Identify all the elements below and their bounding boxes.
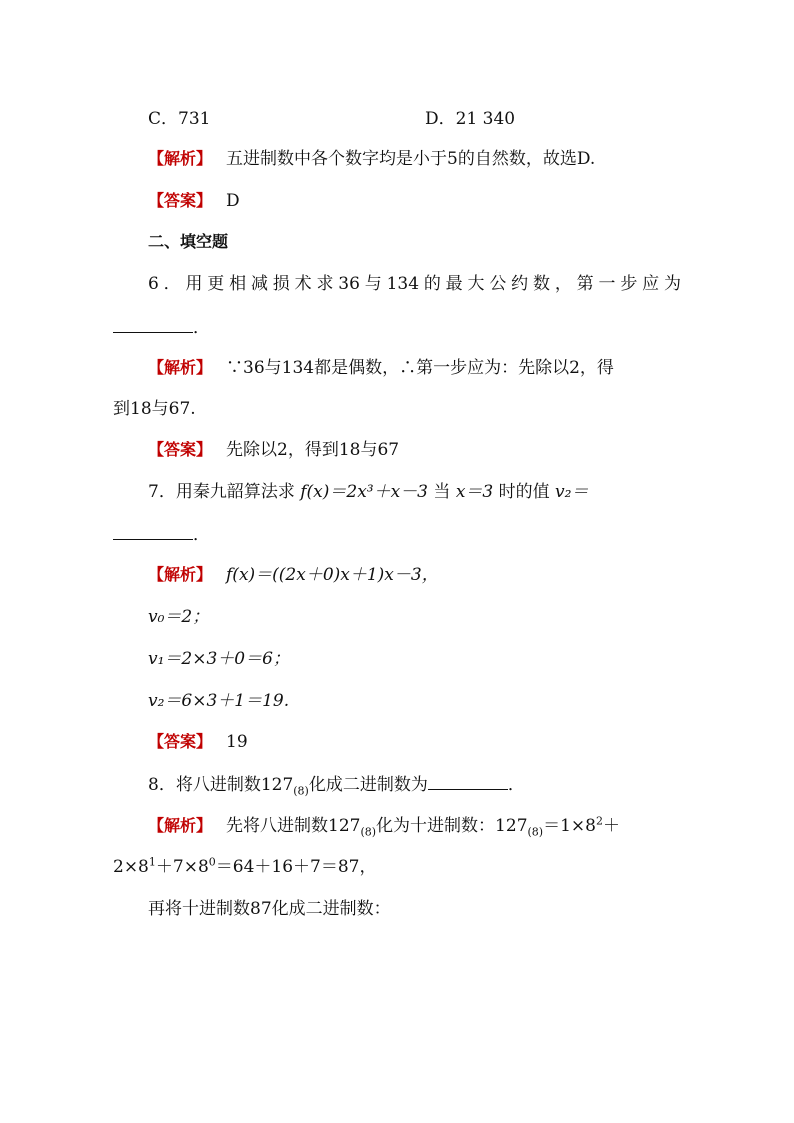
q8-line2-b: ＋7×8 xyxy=(155,857,209,877)
q8-base-subscript: (8) xyxy=(527,825,544,839)
q7-question xyxy=(148,481,588,503)
q7-question-line2 xyxy=(113,523,210,546)
q8-base-subscript: (8) xyxy=(360,825,377,839)
q7-answer-text: 19 xyxy=(226,732,248,752)
q8-prefix: 8．将八进制数127 xyxy=(148,775,294,795)
analysis-tag: 【解析】 xyxy=(148,149,213,168)
q7-analysis-text: f(x)＝((2x＋0)x＋1)x－3， xyxy=(226,565,439,585)
q7-step-v1: v₁＝2×3＋0＝6； xyxy=(148,649,290,669)
q8-analysis-b: 化为十进制数：127 xyxy=(376,816,528,836)
q7-mid: 当 xyxy=(433,482,451,502)
q7-prefix: 7．用秦九韶算法求 xyxy=(148,482,295,502)
q6-question-line1: 6．用更相减损术求36与134的最大公约数，第一步应为 xyxy=(148,274,681,294)
q7-x-value: x＝3 xyxy=(455,482,494,502)
q6-question-line2 xyxy=(113,316,210,339)
answer-tag: 【答案】 xyxy=(148,440,213,459)
q8-line2-c: ＝64＋16＋7＝87， xyxy=(215,857,377,877)
q8-suffix: 化成二进制数为 xyxy=(308,775,428,795)
q8-exponent: 2 xyxy=(596,814,603,828)
q6-answer-text: 先除以2，得到18与67 xyxy=(226,440,400,460)
answer-tag: 【答案】 xyxy=(148,191,213,210)
q5-answer xyxy=(148,190,240,212)
q7-step-v0: v₀＝2； xyxy=(148,607,210,627)
q6-answer-blank xyxy=(113,316,193,333)
q5-answer-text: D xyxy=(226,191,240,211)
q8-question xyxy=(148,773,525,796)
answer-tag: 【答案】 xyxy=(148,732,213,751)
section-title: 二、填空题 xyxy=(148,232,229,251)
q8-analysis-c: ＝1×8 xyxy=(543,816,596,836)
q7-answer xyxy=(148,731,248,753)
q8-base-subscript: (8) xyxy=(293,784,309,798)
analysis-tag: 【解析】 xyxy=(148,358,213,377)
q6-answer xyxy=(148,439,399,461)
analysis-tag: 【解析】 xyxy=(148,816,213,835)
q7-function: f(x)＝2x³＋x－3 xyxy=(300,482,428,502)
q8-question-end: ． xyxy=(507,775,525,795)
q6-analysis xyxy=(148,357,614,379)
analysis-tag: 【解析】 xyxy=(148,565,213,584)
q7-step-v2: v₂＝6×3＋1＝19. xyxy=(148,691,290,711)
q6-question xyxy=(148,273,681,295)
option-c: C．731 xyxy=(148,109,211,129)
q6-analysis-line1: ∵36与134都是偶数，∴第一步应为：先除以2，得 xyxy=(226,358,614,378)
q5-analysis xyxy=(148,148,595,170)
q8-analysis-d: ＋ xyxy=(603,816,620,836)
q5-analysis-text: 五进制数中各个数字均是小于5的自然数，故选D. xyxy=(226,149,596,169)
option-d: D．21 340 xyxy=(425,109,516,129)
q8-exponent: 1 xyxy=(148,855,156,869)
q6-question-end: ． xyxy=(193,318,210,338)
q7-question-end: ． xyxy=(193,525,210,545)
q8-analysis xyxy=(148,815,620,837)
q7-analysis xyxy=(148,564,439,586)
q8-analysis-line2 xyxy=(113,856,377,878)
q8-analysis-line3: 再将十进制数87化成二进制数： xyxy=(148,899,391,919)
q8-answer-blank xyxy=(428,773,508,790)
q8-analysis-a: 先将八进制数127 xyxy=(226,816,361,836)
q8-exponent: 0 xyxy=(208,855,216,869)
q6-analysis-line2: 到18与67. xyxy=(113,399,196,419)
q7-v2-label: v₂＝ xyxy=(555,482,589,502)
q7-answer-blank xyxy=(113,523,193,540)
q7-suffix: 时的值 xyxy=(498,482,550,502)
q8-line2-a: 2×8 xyxy=(113,857,149,877)
